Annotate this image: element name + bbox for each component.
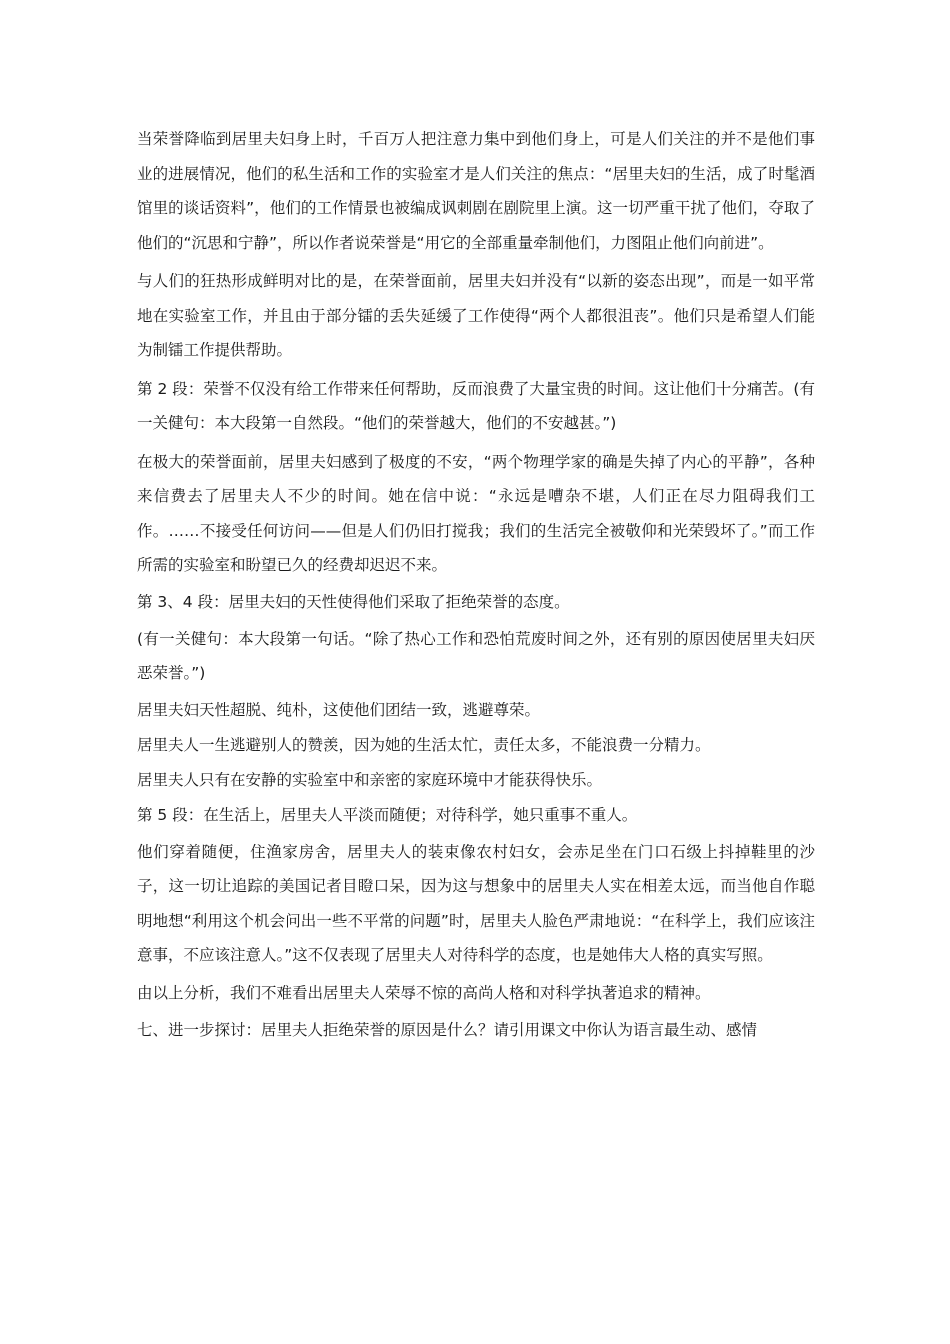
- paragraph-reporter: 他们穿着随便，住渔家房舍，居里夫人的装束像农村妇女，会赤足坐在门口石级上抖掉鞋里的沙子，这一切让追踪的美国记者目瞪口呆，因为这与想象中的居里夫人实在相差太远，而当他自作聪明地想“利用这个机会问出一些不平常的问题”时，居里夫人脸色严肃地说：“在科学上，我们应该注意事，不应该注意人。”这不仅表现了居里夫人对待科学的态度，也是她伟大人格的真实写照。: [137, 842, 815, 964]
- paragraph-further-discussion: 七、进一步探讨：居里夫人拒绝荣誉的原因是什么？请引用课文中你认为语言最生动、感情: [137, 1020, 758, 1039]
- paragraph-key-sentence: (有一关健句：本大段第一句话。“除了热心工作和恐怕荒废时间之外，还有别的原因使居里夫妇厌恶荣誉。”): [137, 629, 815, 682]
- document-body: [137, 122, 815, 1051]
- paragraph-avoid-praise: 居里夫人一生逃避别人的赞羡，因为她的生活太忙，责任太多，不能浪费一分精力。: [137, 735, 711, 754]
- paragraph-honor-interference: 当荣誉降临到居里夫妇身上时，千百万人把注意力集中到他们身上，可是人们关注的并不是他们事业的进展情况，他们的私生活和工作的实验室才是人们关注的焦点：“居里夫妇的生活，成了时髦酒馆里的谈话资料”，他们的工作情景也被编成讽刺剧在剧院里上演。这一切严重干扰了他们，夺取了他们的“沉思和宁静”，所以作者说荣誉是“用它的全部重量牵制他们，力图阻止他们向前进”。: [137, 130, 815, 252]
- paragraph-unease: 在极大的荣誉面前，居里夫妇感到了极度的不安，“两个物理学家的确是失掉了内心的平静”，各种来信费去了居里夫人不少的时间。她在信中说：“永远是嘈杂不堪，人们正在尽力阻碍我们工作。……不接受任何访问——但是人们仍旧打搅我；我们的生活完全被敬仰和光荣毁坏了。”而工作所需的实验室和盼望已久的经费却迟迟不来。: [137, 452, 815, 574]
- paragraph-contrast-calm: 与人们的狂热形成鲜明对比的是，在荣誉面前，居里夫妇并没有“以新的姿态出现”，而是一如平常地在实验室工作，并且由于部分镭的丢失延缓了工作使得“两个人都很沮丧”。他们只是希望人们能为制镭工作提供帮助。: [137, 272, 815, 359]
- paragraph-section-5-heading: 第 5 段：在生活上，居里夫人平淡而随便；对待科学，她只重事不重人。: [137, 805, 638, 824]
- paragraph-section-3-4-heading: 第 3、4 段：居里夫妇的天性使得他们采取了拒绝荣誉的态度。: [137, 592, 570, 611]
- paragraph-happiness: 居里夫人只有在安静的实验室中和亲密的家庭环境中才能获得快乐。: [137, 770, 603, 789]
- paragraph-conclusion: 由以上分析，我们不难看出居里夫人荣辱不惊的高尚人格和对科学执著追求的精神。: [137, 983, 711, 1002]
- paragraph-nature: 居里夫妇天性超脱、纯朴，这使他们团结一致，逃避尊荣。: [137, 700, 541, 719]
- paragraph-section-2-heading: 第 2 段：荣誉不仅没有给工作带来任何帮助，反而浪费了大量宝贵的时间。这让他们十分痛苦。(有一关健句：本大段第一自然段。“他们的荣誉越大，他们的不安越甚。”): [137, 379, 815, 432]
